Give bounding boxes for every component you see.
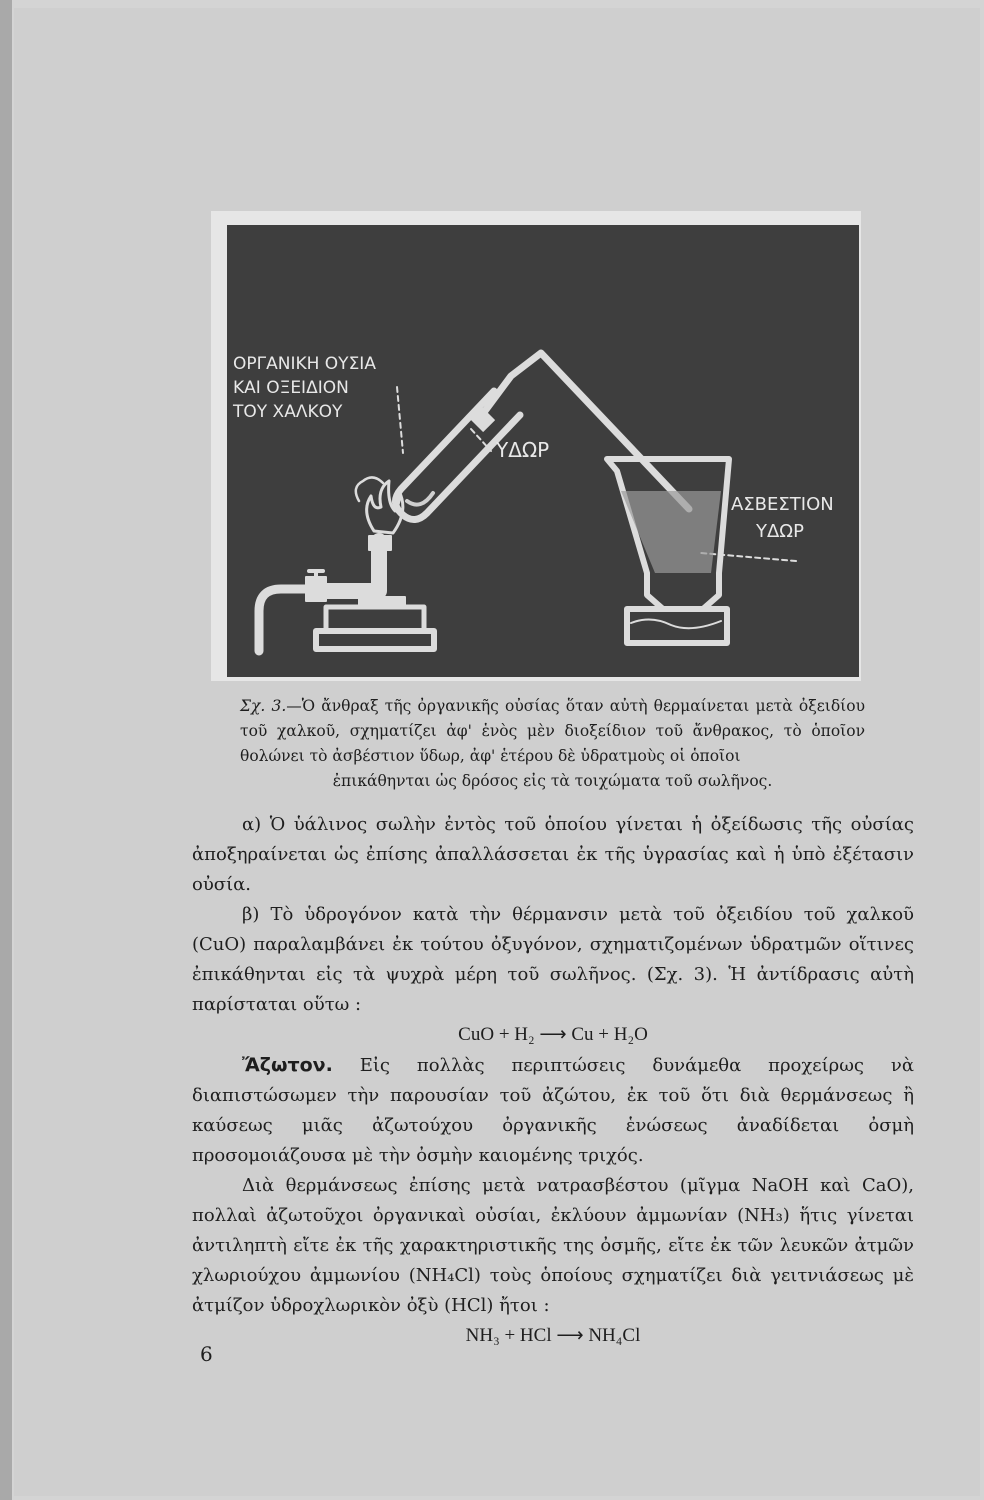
label-organic-1: ΟΡΓΑΝΙΚΗ ΟΥΣΙΑ [233, 354, 376, 374]
figure-caption [240, 694, 865, 794]
paragraph-a: α) Ὁ ὑάλινος σωλὴν ἐντὸς τοῦ ὁποίου γίνεται ἡ ὀξείδωσις τῆς οὐσίας ἀποξηραίνεται ὡς ἐπίσης ἀπαλλάσσεται ἐκ τῆς ὑγρασίας καὶ ἡ ὑπὸ ἐξέτασιν οὐσία. [192, 814, 914, 895]
equation-copper-oxide: CuO + H₂ ⟶ Cu + H₂O [458, 1024, 648, 1045]
page-edge [0, 0, 12, 1500]
page-number: 6 [200, 1342, 213, 1366]
figure-3 [211, 211, 861, 681]
label-organic-3: ΤΟΥ ΧΑΛΚΟΥ [233, 402, 343, 422]
label-organic-2: ΚΑΙ ΟΞΕΙΔΙΟΝ [233, 378, 349, 398]
body-text [192, 810, 914, 1351]
equation-ammonia: NH₃ + HCl ⟶ NH₄Cl [465, 1325, 641, 1346]
burner-nozzle [369, 536, 391, 550]
label-water: ΥΔΩΡ [496, 438, 550, 462]
caption-text: —Ὁ ἄνθραξ τῆς ὀργανικῆς οὐσίας ὅταν αὐτὴ θερμαίνεται μετὰ ὀξειδίου τοῦ χαλκοῦ, σχηματίζει ἀφ' ἑνὸς μὲν διοξείδιον τοῦ ἄνθρακος, τὸ ὁποῖον θολώνει τὸ ἀσβέστιον ὕδωρ, ἀφ' ἑτέρου δὲ ὑδρατμοὺς οἱ ὁποῖοι [240, 697, 866, 765]
paragraph-soda-lime: Διὰ θερμάνσεως ἐπίσης μετὰ νατρασβέστου (μῖγμα NaOH καὶ CaO), πολλαὶ ἀζωτοῦχοι ὀργανικαὶ οὐσίαι, ἐκλύουν ἀμμωνίαν (NH₃) ἥτις γίνεται ἀντιληπτὴ εἴτε ἐκ τῆς χαρακτηριστικῆς της ὀσμῆς, εἴτε ἐκ τῶν λευκῶν ἀτμῶν χλωριούχου ἀμμωνίου (NH₄Cl) τοὺς ὁποίους σχηματίζει διὰ γειτνιάσεως μὲ ἀτμίζον ὑδροχλωρικὸν ὀξὺ (HCl) ἤτοι : [192, 1175, 914, 1316]
label-limewater-2: ΥΔΩΡ [756, 521, 804, 542]
apparatus-diagram [211, 211, 861, 681]
paragraph-b: β) Τὸ ὑδρογόνον κατὰ τὴν θέρμανσιν μετὰ τοῦ ὀξειδίου τοῦ χαλκοῦ (CuO) παραλαμβάνει ἐκ τούτου ὀξυγόνον, σχηματιζομένων ὑδρατμῶν οἵτινες ἐπικάθηνται εἰς τὰ ψυχρὰ μέρη τοῦ σωλῆνος. (Σχ. 3). Ἡ ἀντίδρασις αὐτὴ παρίσταται οὕτω : [192, 904, 914, 1015]
caption-label: Σχ. 3. [240, 697, 287, 715]
paragraph-nitrogen [192, 1050, 914, 1171]
paragraph-nitrogen-text: Εἰς πολλὰς περιπτώσεις δυνάμεθα προχείρως νὰ διαπιστώσωμεν τὴν παρουσίαν τοῦ ἀζώτου, ἐκ τοῦ ὅτι διὰ θερμάνσεως ἢ καύσεως μιᾶς ἀζωτούχου ὀργανικῆς ἑνώσεως ἀναδίδεται ὀσμὴ προσομοιάζουσα μὲ τὴν ὀσμὴν καιομένης τριχός. [192, 1055, 914, 1166]
label-limewater-1: ΑΣΒΕΣΤΙΟΝ [731, 494, 834, 515]
section-heading-nitrogen: Ἄζωτον. [242, 1054, 333, 1076]
caption-last-line: ἐπικάθηνται ὡς δρόσος εἰς τὰ τοιχώματα τοῦ σωλῆνος. [332, 772, 773, 790]
